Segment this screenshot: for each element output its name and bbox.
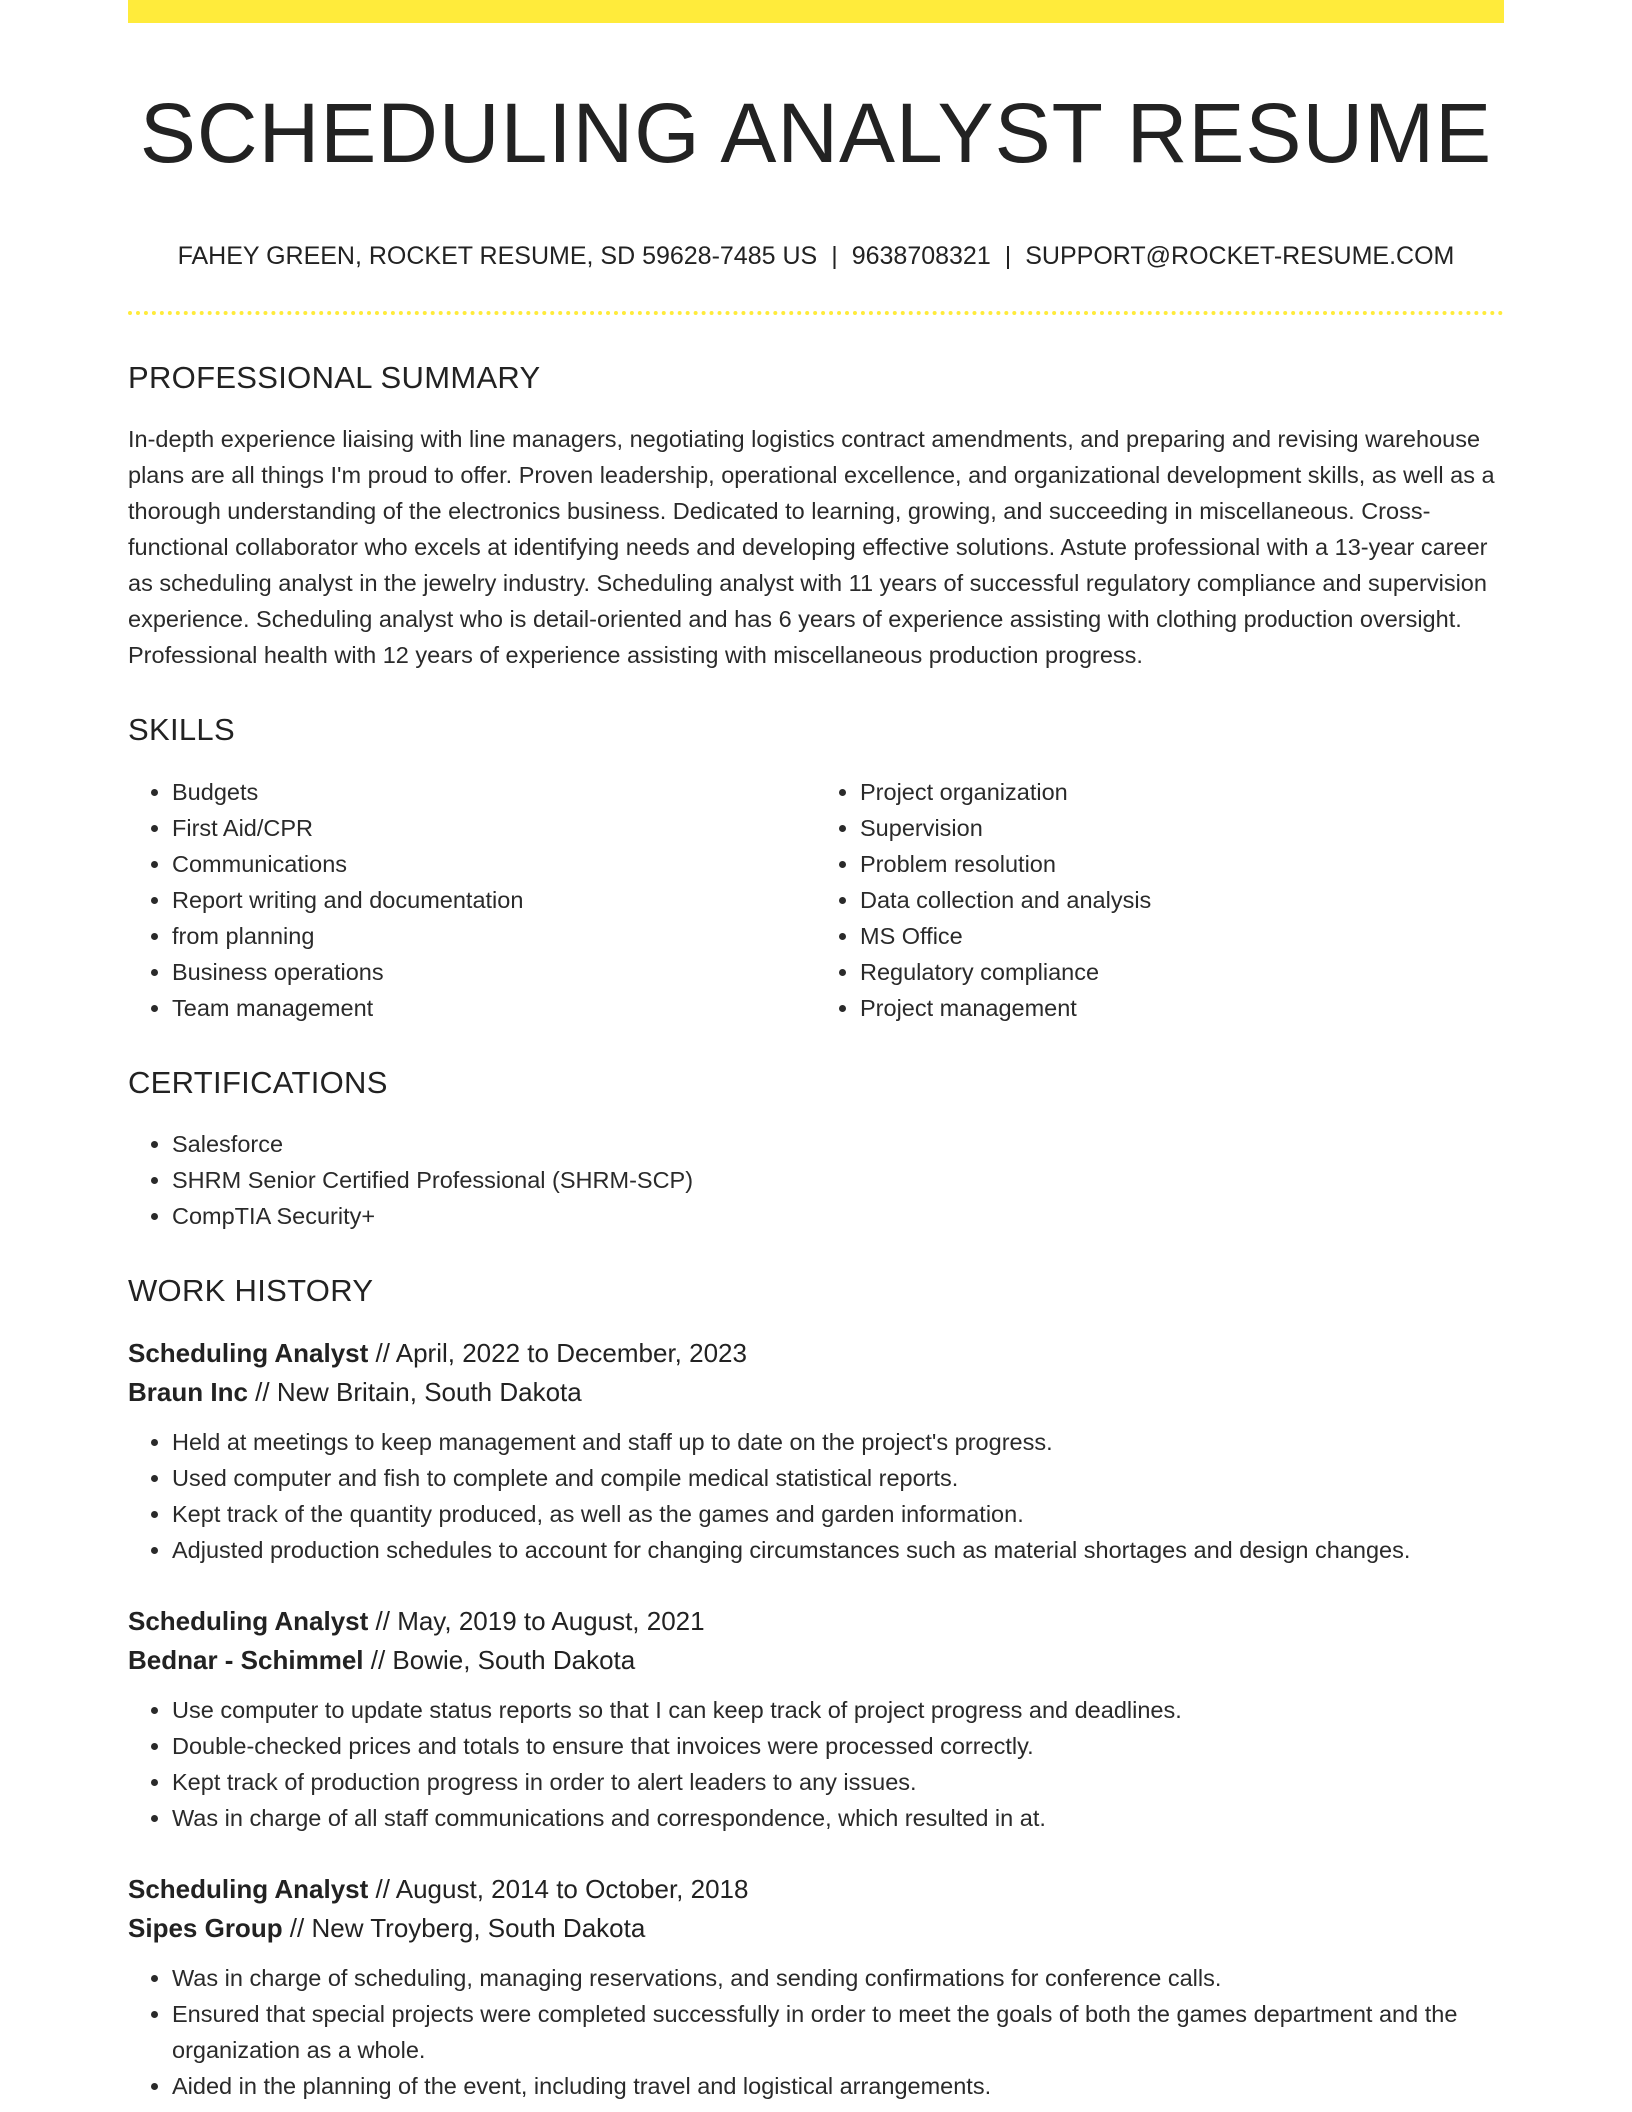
- job-company: Bednar - Schimmel: [128, 1644, 364, 1675]
- job-title: Scheduling Analyst: [128, 1337, 369, 1368]
- skills-column-left: [128, 774, 816, 1026]
- contact-phone: 9638708321: [851, 242, 991, 271]
- skill-item: • Supervision: [860, 810, 1504, 846]
- certifications-list: [128, 1126, 1504, 1234]
- job-bullet: • Use computer to update status reports so that I can keep track of project progress and deadlines.: [172, 1692, 1504, 1728]
- skill-item: • First Aid/CPR: [172, 810, 816, 846]
- skill-item: • Report writing and documentation: [172, 882, 816, 918]
- job-company-line: [128, 1641, 1504, 1680]
- job-dates: // April, 2022 to December, 2023: [368, 1337, 747, 1368]
- job-bullet: • Used computer and fish to complete and compile medical statistical reports.: [172, 1460, 1504, 1496]
- job-title: Scheduling Analyst: [128, 1873, 369, 1904]
- skill-item: • MS Office: [860, 918, 1504, 954]
- job-dates: // August, 2014 to October, 2018: [368, 1873, 749, 1904]
- job-bullets: [128, 1960, 1504, 2104]
- contact-line: [128, 241, 1504, 271]
- resume-title: SCHEDULING ANALYST RESUME: [139, 86, 1493, 180]
- job-entry: [128, 1870, 1504, 2104]
- skill-item: • Regulatory compliance: [860, 954, 1504, 990]
- job-title-line: [128, 1602, 1504, 1641]
- top-accent-bar: [128, 0, 1504, 23]
- contact-address: FAHEY GREEN, ROCKET RESUME, SD 59628-7485 US: [177, 242, 818, 271]
- certification-item: • CompTIA Security+: [172, 1198, 1504, 1234]
- job-bullet: • Was in charge of scheduling, managing reservations, and sending confirmations for conference calls.: [172, 1960, 1504, 1996]
- skill-item: • Budgets: [172, 774, 816, 810]
- job-title-line: [128, 1870, 1504, 1909]
- contact-separator: |: [831, 242, 838, 271]
- job-company: Sipes Group: [128, 1912, 283, 1943]
- skill-item: • from planning: [172, 918, 816, 954]
- skills-list: [128, 774, 1504, 1026]
- job-bullets: [128, 1692, 1504, 1836]
- job-bullet: • Aided in the planning of the event, including travel and logistical arrangements.: [172, 2068, 1504, 2104]
- skill-item: • Business operations: [172, 954, 816, 990]
- skills-heading: SKILLS: [128, 712, 235, 748]
- job-company-line: [128, 1373, 1504, 1412]
- job-dates: // May, 2019 to August, 2021: [368, 1605, 705, 1636]
- summary-heading: PROFESSIONAL SUMMARY: [128, 360, 541, 396]
- summary-text: In-depth experience liaising with line managers, negotiating logistics contract amendments, and preparing and revising warehouse plans are all things I'm proud to offer. Proven leadership, operational excellence, and organizational development skills, as well as a thorough understanding of the electronics business. Dedicated to learning, growing, and succeeding in miscellaneous. Cross-functional collaborator who excels at identifying needs and developing effective solutions. Astute professional with a 13-year career as scheduling analyst in the jewelry industry. Scheduling analyst with 11 years of successful regulatory compliance and supervision experience. Scheduling analyst who is detail-oriented and has 6 years of experience assisting with clothing production oversight. Professional health with 12 years of experience assisting with miscellaneous production progress.: [128, 426, 1495, 669]
- skill-item: • Project management: [860, 990, 1504, 1026]
- job-title-line: [128, 1334, 1504, 1373]
- dotted-divider: [128, 311, 1504, 315]
- job-bullet: • Was in charge of all staff communications and correspondence, which resulted in at.: [172, 1800, 1504, 1836]
- skill-item: • Team management: [172, 990, 816, 1026]
- contact-email: SUPPORT@ROCKET-RESUME.COM: [1025, 242, 1455, 271]
- skill-item: • Data collection and analysis: [860, 882, 1504, 918]
- skill-item: • Communications: [172, 846, 816, 882]
- job-entry: [128, 1334, 1504, 1568]
- job-bullet: • Ensured that special projects were completed successfully in order to meet the goals of both the games department and the organization as a whole.: [172, 1996, 1504, 2068]
- skills-column-right: [816, 774, 1504, 1026]
- job-title: Scheduling Analyst: [128, 1605, 369, 1636]
- job-company-line: [128, 1909, 1504, 1948]
- job-location: // New Troyberg, South Dakota: [282, 1912, 646, 1943]
- job-location: // New Britain, South Dakota: [247, 1376, 582, 1407]
- resume-page: [128, 0, 1504, 2104]
- job-bullet: • Double-checked prices and totals to ensure that invoices were processed correctly.: [172, 1728, 1504, 1764]
- job-bullet: • Kept track of production progress in order to alert leaders to any issues.: [172, 1764, 1504, 1800]
- skill-item: • Project organization: [860, 774, 1504, 810]
- certification-item: • SHRM Senior Certified Professional (SHRM-SCP): [172, 1162, 1504, 1198]
- job-location: // Bowie, South Dakota: [363, 1644, 636, 1675]
- job-bullet: • Adjusted production schedules to account for changing circumstances such as material shortages and design changes.: [172, 1532, 1504, 1568]
- job-bullets: [128, 1424, 1504, 1568]
- job-entry: [128, 1602, 1504, 1836]
- contact-separator: |: [1004, 242, 1012, 271]
- work-history-heading: WORK HISTORY: [128, 1272, 374, 1308]
- job-company: Braun Inc: [128, 1376, 248, 1407]
- job-bullet: • Held at meetings to keep management and staff up to date on the project's progress.: [172, 1424, 1504, 1460]
- certifications-heading: CERTIFICATIONS: [128, 1064, 388, 1100]
- skill-item: • Problem resolution: [860, 846, 1504, 882]
- job-bullet: • Kept track of the quantity produced, as well as the games and garden information.: [172, 1496, 1504, 1532]
- certification-item: • Salesforce: [172, 1126, 1504, 1162]
